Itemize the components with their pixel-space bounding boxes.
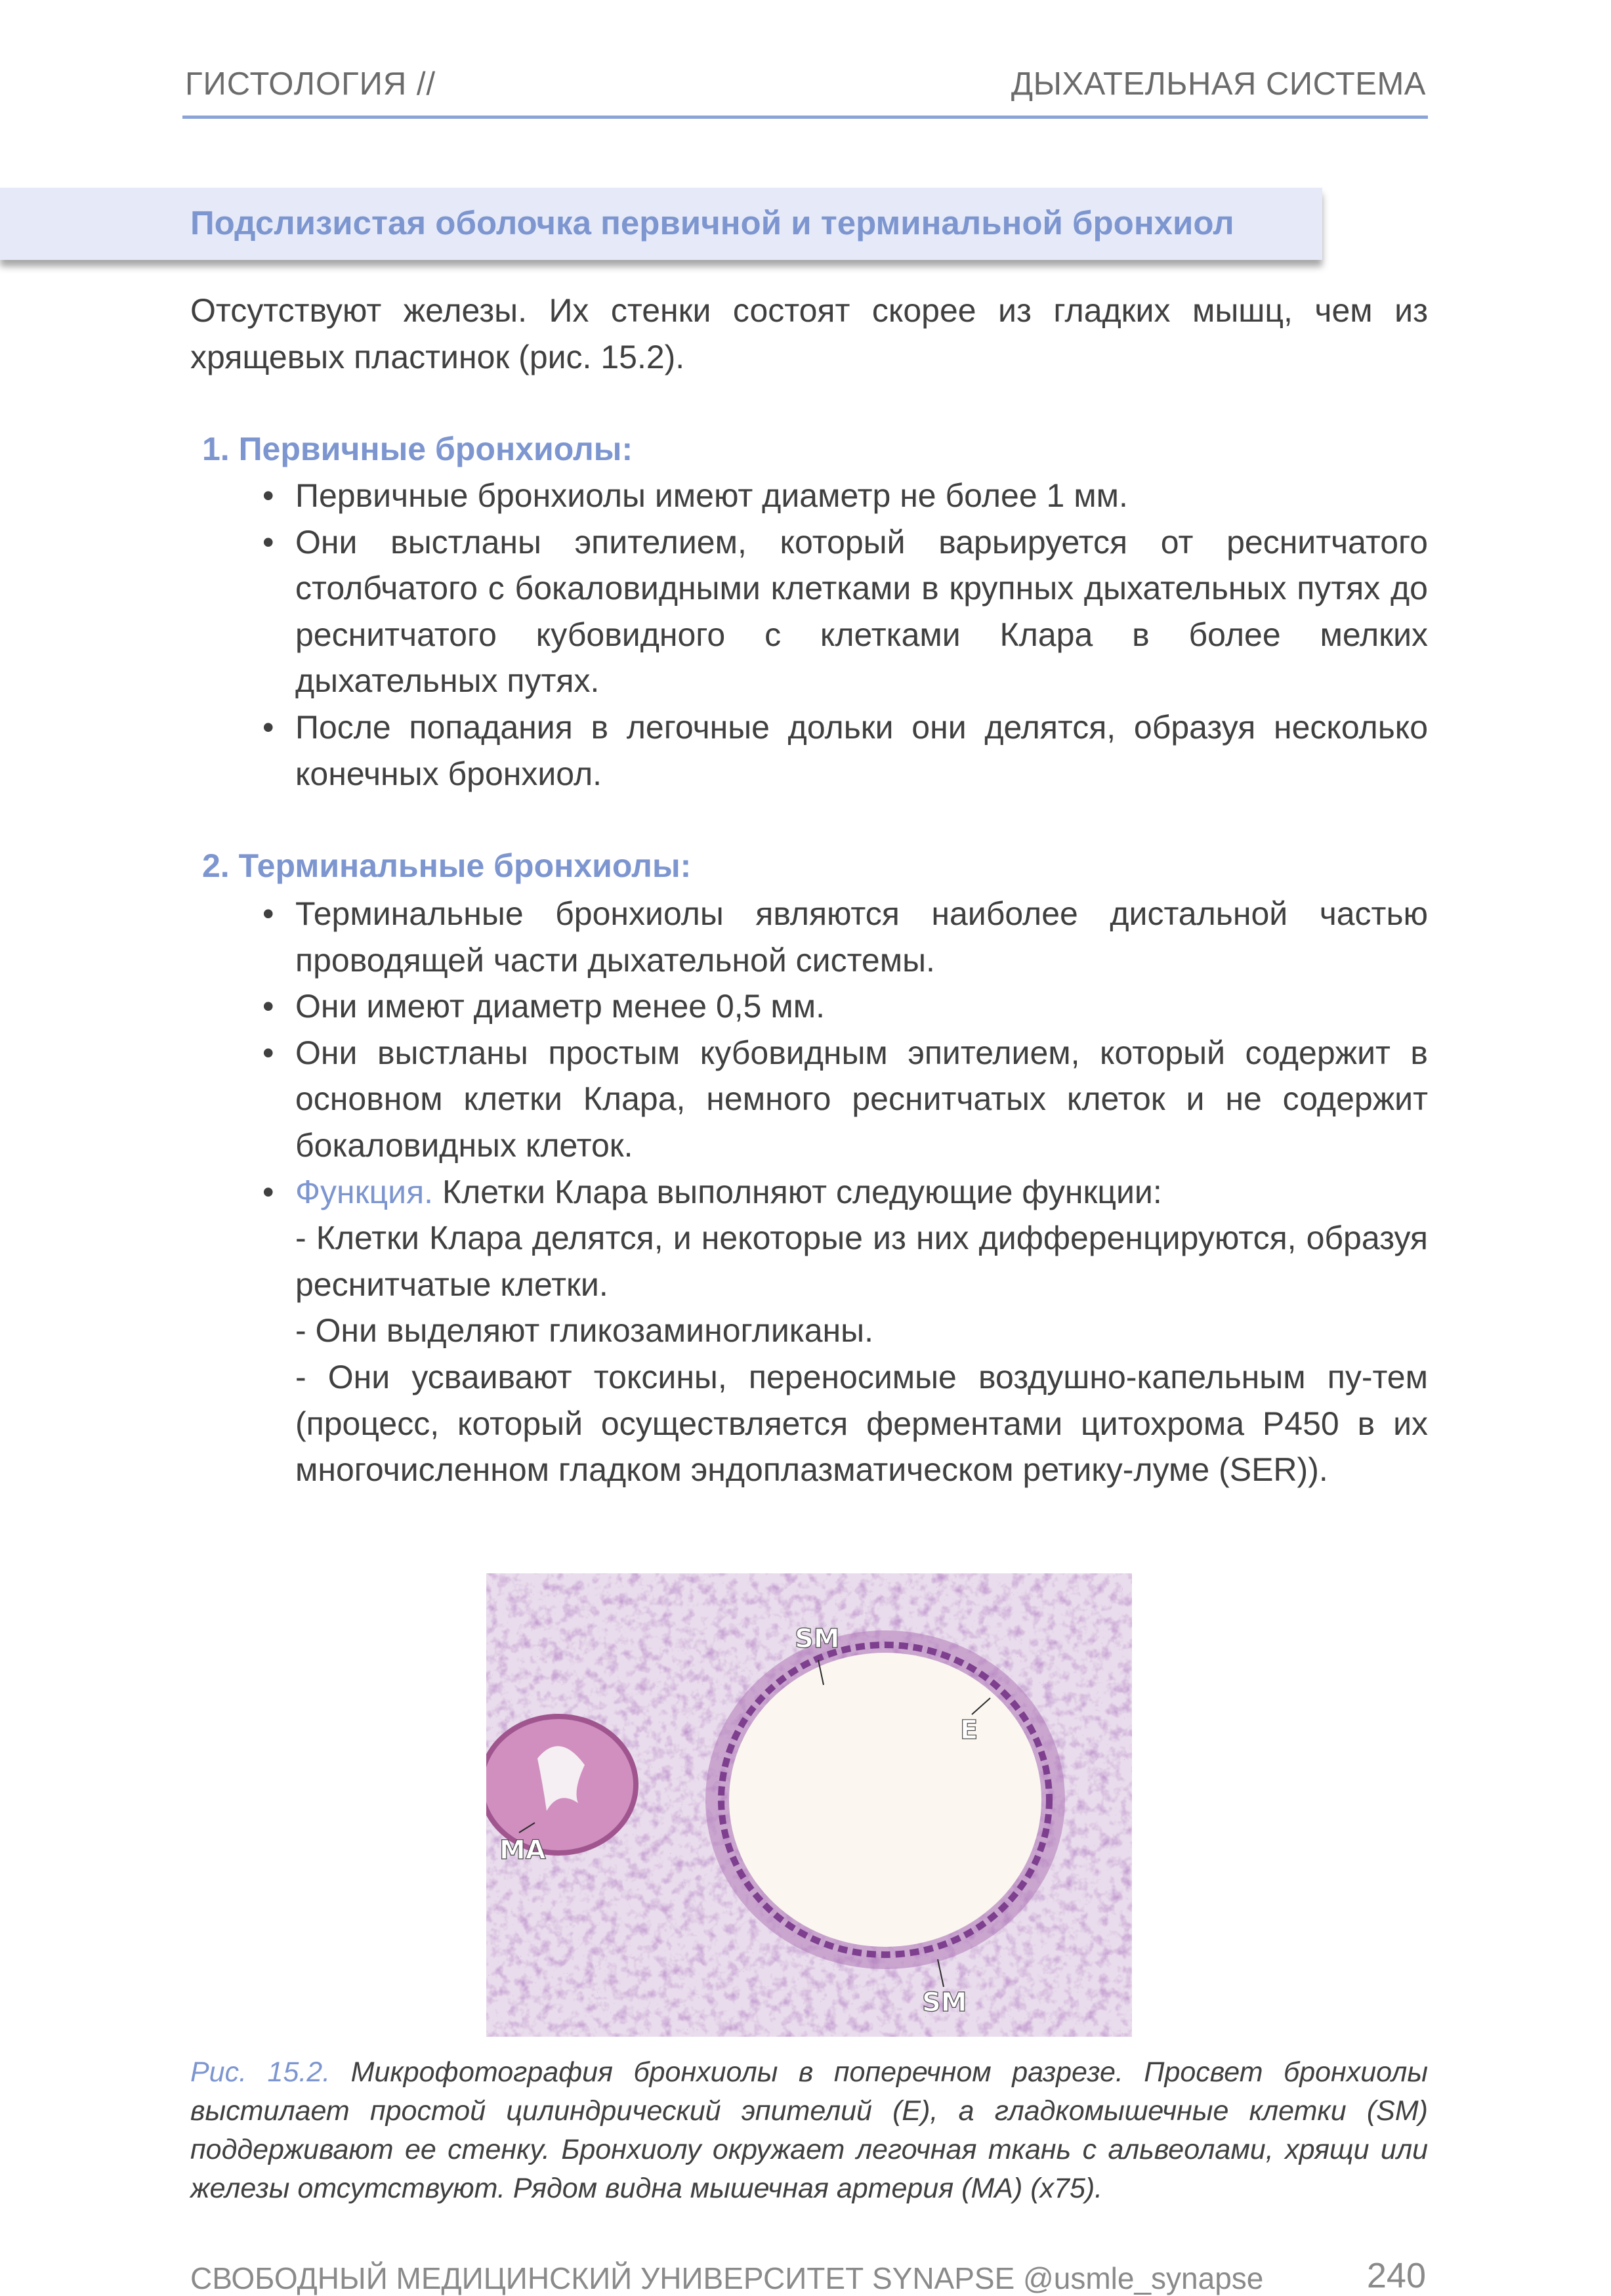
list-item-text: Они имеют диаметр менее 0,5 мм. — [295, 988, 826, 1025]
figure-caption — [190, 2053, 1428, 2208]
section-title: Подслизистая оболочка первичной и терминальной бронхиол — [190, 204, 1234, 242]
list-item — [261, 983, 1428, 1030]
header-divider — [182, 116, 1428, 119]
list-item — [261, 519, 1428, 704]
micrograph-image — [486, 1573, 1132, 2037]
list-item — [261, 704, 1428, 797]
primary-bullet-list — [261, 473, 1428, 797]
bullet-icon: • — [262, 1034, 274, 1071]
list-item-text: После попадания в легочные дольки они делятся, образуя несколько конечных бронхиол. — [295, 708, 1428, 792]
running-header-right: ДЫХАТЕЛЬНАЯ СИСТЕМА — [1011, 66, 1426, 102]
list-item-text: Первичные бронхиолы имеют диаметр не более 1 мм. — [295, 477, 1128, 514]
primary-bronchioles-heading: 1. Первичные бронхиолы: — [202, 431, 633, 467]
running-header-left: ГИСТОЛОГИЯ // — [185, 66, 436, 102]
list-item-function — [261, 1169, 1428, 1493]
bronchiole-lumen — [729, 1653, 1041, 1947]
terminal-bronchioles-heading: 2. Терминальные бронхиолы: — [202, 847, 692, 884]
function-subitem: - Клетки Клара делятся, и некоторые из них дифференцируются, образуя реснитчатые клетки. — [295, 1220, 1428, 1303]
label-ma: MA — [499, 1835, 546, 1865]
label-sm-top: SM — [795, 1624, 840, 1654]
list-item-text: Они выстланы простым кубовидным эпителием, который содержит в основном клетки Клара, немного реснитчатых клеток и не содержит бокаловидных клеток. — [295, 1034, 1428, 1164]
footer-text: СВОБОДНЫЙ МЕДИЦИНСКИЙ УНИВЕРСИТЕТ SYNAPSE @usmle_synapse — [190, 2261, 1264, 2295]
section-banner — [0, 188, 1322, 260]
bullet-icon: • — [262, 477, 274, 514]
bullet-icon: • — [262, 988, 274, 1025]
function-intro: Клетки Клара выполняют следующие функции: — [433, 1173, 1162, 1210]
bullet-icon: • — [262, 895, 274, 932]
function-subitem: - Они усваивают токсины, переносимые воздушно-капельным пу-тем (процесс, который осуществляется ферментами цитохрома P450 в их многочисленном гладком эндоплазматическом ретику-луме (SER)). — [295, 1358, 1428, 1489]
list-item — [261, 891, 1428, 983]
terminal-bullet-list — [261, 891, 1428, 1493]
caption-label: Рис. 15.2. — [190, 2056, 331, 2088]
micrograph-figure — [486, 1573, 1132, 2037]
list-item — [261, 473, 1428, 519]
list-item-text: Терминальные бронхиолы являются наиболее дистальной частью проводящей части дыхательной системы. — [295, 895, 1428, 979]
bullet-icon: • — [262, 1173, 274, 1210]
label-sm-bottom: SM — [922, 1988, 967, 2018]
page-number: 240 — [1366, 2256, 1426, 2295]
list-item-text: Они выстланы эпителием, который варьируется от реснитчатого столбчатого с бокаловидными клетками в крупных дыхательных путях до реснитчатого кубовидного с клетками Клара в более мелких дыхательных путях. — [295, 523, 1428, 700]
label-e: E — [960, 1715, 978, 1745]
list-item — [261, 1030, 1428, 1169]
function-subitem: - Они выделяют гликозаминогликаны. — [295, 1312, 873, 1350]
function-label: Функция. — [295, 1173, 434, 1210]
caption-text: Микрофотография бронхиолы в поперечном разрезе. Просвет бронхиолы выстилает простой цилиндрический эпителий (E), а гладкомышечные клетки (SM) поддерживают ее стенку. Бронхиолу окружает легочная ткань с альвеолами, хрящи или железы отсутствуют. Рядом видна мышечная артерия (MA) (x75). — [190, 2056, 1428, 2204]
bullet-icon: • — [262, 523, 274, 561]
intro-paragraph: Отсутствуют железы. Их стенки состоят скорее из гладких мышц, чем из хрящевых пластинок (рис. 15.2). — [190, 292, 1428, 375]
bullet-icon: • — [262, 708, 274, 746]
